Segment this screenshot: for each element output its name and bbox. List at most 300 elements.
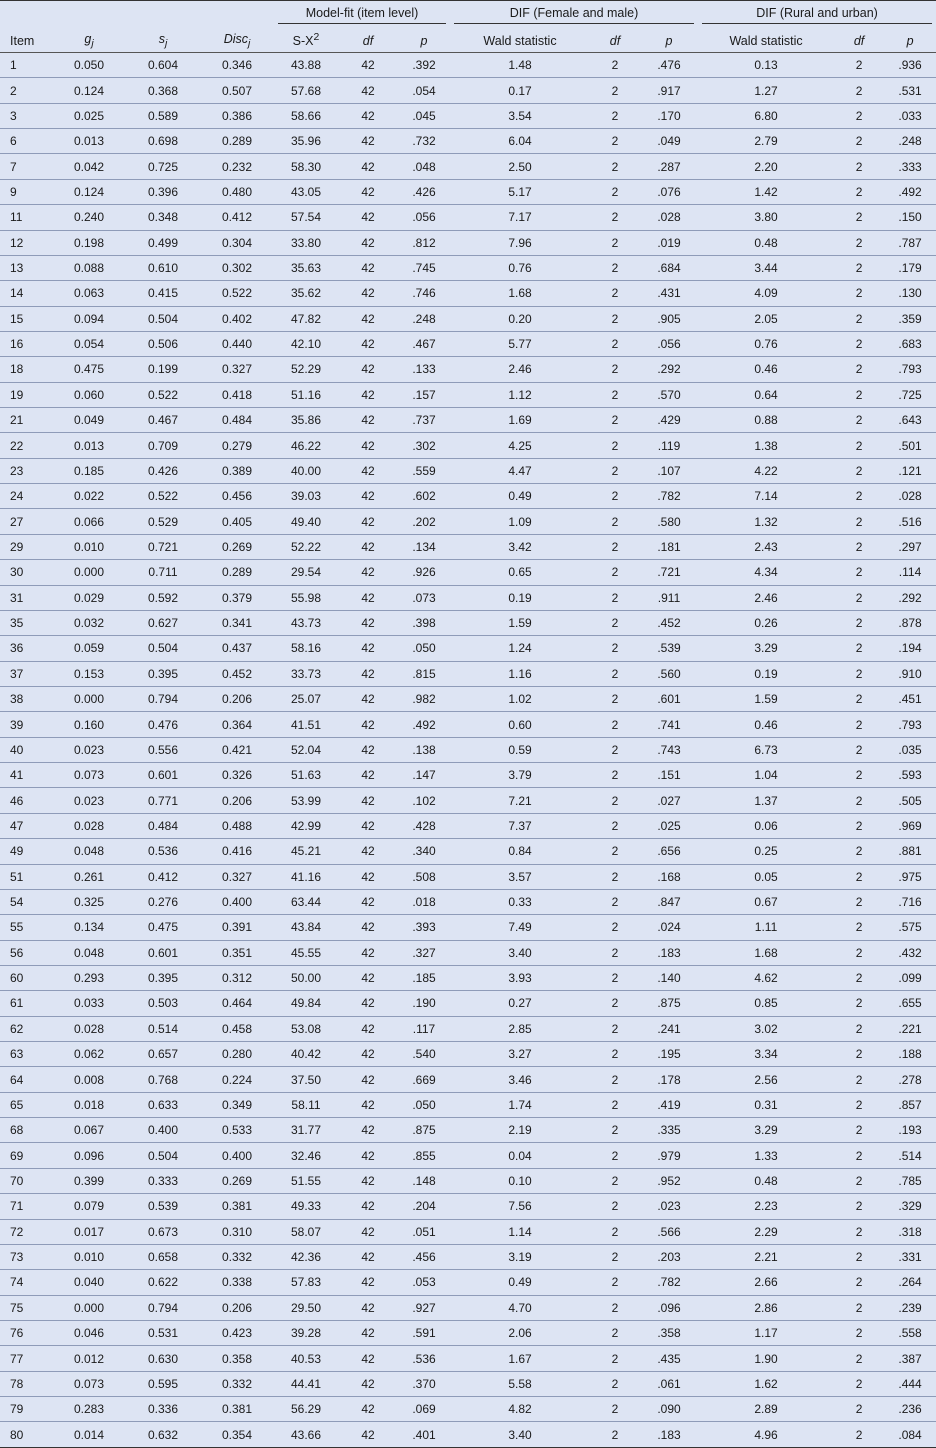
cell-wald-sex: 7.17 — [450, 205, 590, 230]
cell-df-modelfit: 42 — [338, 1295, 398, 1320]
table-row — [0, 1067, 936, 1092]
cell-df-area: 2 — [834, 737, 884, 762]
cell-df-area: 2 — [834, 1422, 884, 1447]
dif-sex-group-header: DIF (Female and male) — [450, 1, 698, 30]
cell-g: 0.046 — [52, 1320, 126, 1345]
cell-df-area: 2 — [834, 636, 884, 661]
cell-df-modelfit: 42 — [338, 281, 398, 306]
cell-df-sex: 2 — [590, 915, 640, 940]
cell-wald-area: 0.25 — [698, 839, 834, 864]
cell-p-sex: .056 — [640, 331, 698, 356]
table-row — [0, 1194, 936, 1219]
cell-wald-sex: 0.10 — [450, 1168, 590, 1193]
cell-g: 0.067 — [52, 1118, 126, 1143]
cell-item: 77 — [0, 1346, 52, 1371]
cell-p-area: .857 — [884, 1092, 936, 1117]
table-row — [0, 1244, 936, 1269]
cell-p-sex: .203 — [640, 1244, 698, 1269]
cell-df-modelfit: 42 — [338, 915, 398, 940]
cell-g: 0.000 — [52, 1295, 126, 1320]
cell-g: 0.079 — [52, 1194, 126, 1219]
cell-df-modelfit: 42 — [338, 509, 398, 534]
cell-g: 0.040 — [52, 1270, 126, 1295]
cell-item: 30 — [0, 560, 52, 585]
cell-sx2: 55.98 — [274, 585, 338, 610]
cell-p-area: .028 — [884, 484, 936, 509]
cell-p-modelfit: .018 — [398, 889, 450, 914]
cell-p-sex: .601 — [640, 686, 698, 711]
cell-disc: 0.327 — [200, 864, 274, 889]
cell-p-area: .333 — [884, 154, 936, 179]
cell-wald-area: 0.46 — [698, 357, 834, 382]
cell-p-sex: .875 — [640, 991, 698, 1016]
cell-wald-sex: 1.14 — [450, 1219, 590, 1244]
cell-g: 0.000 — [52, 560, 126, 585]
cell-s: 0.368 — [126, 78, 200, 103]
cell-df-area: 2 — [834, 889, 884, 914]
cell-p-modelfit: .050 — [398, 636, 450, 661]
cell-sx2: 58.66 — [274, 103, 338, 128]
cell-wald-sex: 1.67 — [450, 1346, 590, 1371]
cell-p-modelfit: .248 — [398, 306, 450, 331]
table-row — [0, 1320, 936, 1345]
cell-wald-sex: 1.48 — [450, 53, 590, 78]
cell-df-sex: 2 — [590, 712, 640, 737]
cell-p-area: .451 — [884, 686, 936, 711]
cell-df-sex: 2 — [590, 1067, 640, 1092]
cell-g: 0.022 — [52, 484, 126, 509]
cell-g: 0.283 — [52, 1397, 126, 1422]
cell-p-modelfit: .745 — [398, 255, 450, 280]
table-row — [0, 712, 936, 737]
cell-g: 0.017 — [52, 1219, 126, 1244]
cell-s: 0.506 — [126, 331, 200, 356]
cell-disc: 0.440 — [200, 331, 274, 356]
cell-df-area: 2 — [834, 1067, 884, 1092]
cell-p-sex: .183 — [640, 940, 698, 965]
table-row — [0, 255, 936, 280]
cell-wald-area: 2.86 — [698, 1295, 834, 1320]
cell-df-modelfit: 42 — [338, 788, 398, 813]
cell-df-area: 2 — [834, 864, 884, 889]
modelfit-group-header: Model-fit (item level) — [274, 1, 450, 30]
cell-g: 0.073 — [52, 763, 126, 788]
table-row — [0, 1042, 936, 1067]
cell-wald-area: 0.19 — [698, 661, 834, 686]
cell-p-modelfit: .190 — [398, 991, 450, 1016]
cell-g: 0.013 — [52, 433, 126, 458]
cell-df-sex: 2 — [590, 1295, 640, 1320]
table-row — [0, 737, 936, 762]
cell-p-area: .033 — [884, 103, 936, 128]
cell-sx2: 49.33 — [274, 1194, 338, 1219]
col-item: Item — [0, 29, 52, 53]
cell-wald-sex: 1.12 — [450, 382, 590, 407]
cell-wald-area: 1.38 — [698, 433, 834, 458]
table-row — [0, 1270, 936, 1295]
cell-df-area: 2 — [834, 458, 884, 483]
cell-sx2: 45.21 — [274, 839, 338, 864]
cell-df-sex: 2 — [590, 763, 640, 788]
cell-disc: 0.391 — [200, 915, 274, 940]
cell-wald-sex: 2.06 — [450, 1320, 590, 1345]
cell-df-modelfit: 42 — [338, 1320, 398, 1345]
cell-df-modelfit: 42 — [338, 737, 398, 762]
cell-wald-area: 0.05 — [698, 864, 834, 889]
cell-item: 1 — [0, 53, 52, 78]
table-row — [0, 509, 936, 534]
cell-s: 0.721 — [126, 534, 200, 559]
cell-p-sex: .195 — [640, 1042, 698, 1067]
cell-wald-area: 7.14 — [698, 484, 834, 509]
table-row — [0, 991, 936, 1016]
cell-item: 63 — [0, 1042, 52, 1067]
cell-df-modelfit: 42 — [338, 560, 398, 585]
cell-disc: 0.279 — [200, 433, 274, 458]
cell-df-sex: 2 — [590, 534, 640, 559]
cell-p-sex: .979 — [640, 1143, 698, 1168]
cell-p-modelfit: .138 — [398, 737, 450, 762]
cell-item: 74 — [0, 1270, 52, 1295]
cell-wald-area: 1.17 — [698, 1320, 834, 1345]
cell-s: 0.415 — [126, 281, 200, 306]
cell-sx2: 35.86 — [274, 408, 338, 433]
cell-wald-sex: 0.84 — [450, 839, 590, 864]
cell-g: 0.240 — [52, 205, 126, 230]
cell-wald-sex: 0.19 — [450, 585, 590, 610]
cell-p-modelfit: .117 — [398, 1016, 450, 1041]
table-row — [0, 1143, 936, 1168]
cell-df-modelfit: 42 — [338, 103, 398, 128]
cell-df-modelfit: 42 — [338, 179, 398, 204]
cell-item: 37 — [0, 661, 52, 686]
cell-df-sex: 2 — [590, 686, 640, 711]
cell-sx2: 32.46 — [274, 1143, 338, 1168]
cell-wald-area: 2.05 — [698, 306, 834, 331]
col-p-sex: p — [640, 29, 698, 53]
cell-s: 0.536 — [126, 839, 200, 864]
cell-p-modelfit: .812 — [398, 230, 450, 255]
cell-p-sex: .183 — [640, 1422, 698, 1447]
cell-item: 71 — [0, 1194, 52, 1219]
cell-item: 75 — [0, 1295, 52, 1320]
cell-sx2: 42.10 — [274, 331, 338, 356]
cell-p-area: .099 — [884, 965, 936, 990]
cell-df-area: 2 — [834, 965, 884, 990]
cell-wald-sex: 2.19 — [450, 1118, 590, 1143]
cell-sx2: 57.54 — [274, 205, 338, 230]
cell-wald-area: 1.62 — [698, 1371, 834, 1396]
cell-disc: 0.206 — [200, 1295, 274, 1320]
cell-df-sex: 2 — [590, 585, 640, 610]
cell-s: 0.595 — [126, 1371, 200, 1396]
cell-wald-sex: 1.02 — [450, 686, 590, 711]
col-sx2: $S-X^2$ — [274, 29, 338, 53]
cell-s: 0.503 — [126, 991, 200, 1016]
cell-g: 0.000 — [52, 686, 126, 711]
cell-df-modelfit: 42 — [338, 1194, 398, 1219]
cell-df-area: 2 — [834, 560, 884, 585]
cell-wald-sex: 3.42 — [450, 534, 590, 559]
cell-df-area: 2 — [834, 813, 884, 838]
cell-wald-area: 3.80 — [698, 205, 834, 230]
cell-wald-area: 6.80 — [698, 103, 834, 128]
col-p-modelfit: p — [398, 29, 450, 53]
cell-disc: 0.437 — [200, 636, 274, 661]
cell-disc: 0.402 — [200, 306, 274, 331]
cell-s: 0.630 — [126, 1346, 200, 1371]
table-row — [0, 1092, 936, 1117]
table-row — [0, 1371, 936, 1396]
cell-df-sex: 2 — [590, 940, 640, 965]
table-row — [0, 965, 936, 990]
cell-p-modelfit: .467 — [398, 331, 450, 356]
cell-disc: 0.341 — [200, 610, 274, 635]
cell-p-area: .188 — [884, 1042, 936, 1067]
cell-df-sex: 2 — [590, 458, 640, 483]
cell-p-modelfit: .327 — [398, 940, 450, 965]
cell-g: 0.018 — [52, 1092, 126, 1117]
cell-p-area: .194 — [884, 636, 936, 661]
table-row — [0, 103, 936, 128]
cell-s: 0.794 — [126, 686, 200, 711]
cell-p-sex: .435 — [640, 1346, 698, 1371]
cell-wald-sex: 7.37 — [450, 813, 590, 838]
cell-df-area: 2 — [834, 78, 884, 103]
cell-p-modelfit: .054 — [398, 78, 450, 103]
cell-df-area: 2 — [834, 509, 884, 534]
cell-wald-sex: 0.59 — [450, 737, 590, 762]
cell-s: 0.426 — [126, 458, 200, 483]
cell-wald-sex: 3.46 — [450, 1067, 590, 1092]
cell-df-sex: 2 — [590, 1397, 640, 1422]
cell-df-area: 2 — [834, 839, 884, 864]
cell-p-area: .793 — [884, 357, 936, 382]
cell-sx2: 31.77 — [274, 1118, 338, 1143]
cell-g: 0.198 — [52, 230, 126, 255]
cell-disc: 0.381 — [200, 1194, 274, 1219]
cell-p-modelfit: .398 — [398, 610, 450, 635]
cell-p-modelfit: .492 — [398, 712, 450, 737]
cell-disc: 0.302 — [200, 255, 274, 280]
table-row — [0, 1295, 936, 1320]
cell-p-modelfit: .147 — [398, 763, 450, 788]
cell-df-modelfit: 42 — [338, 1422, 398, 1447]
cell-s: 0.725 — [126, 154, 200, 179]
cell-df-modelfit: 42 — [338, 1168, 398, 1193]
cell-disc: 0.224 — [200, 1067, 274, 1092]
cell-p-sex: .847 — [640, 889, 698, 914]
cell-sx2: 49.40 — [274, 509, 338, 534]
cell-disc: 0.488 — [200, 813, 274, 838]
cell-s: 0.531 — [126, 1320, 200, 1345]
cell-df-modelfit: 42 — [338, 661, 398, 686]
cell-wald-sex: 0.27 — [450, 991, 590, 1016]
cell-disc: 0.400 — [200, 889, 274, 914]
cell-p-sex: .027 — [640, 788, 698, 813]
cell-p-modelfit: .045 — [398, 103, 450, 128]
cell-df-area: 2 — [834, 534, 884, 559]
cell-sx2: 57.83 — [274, 1270, 338, 1295]
cell-p-sex: .431 — [640, 281, 698, 306]
cell-wald-sex: 3.79 — [450, 763, 590, 788]
table-row — [0, 788, 936, 813]
cell-p-modelfit: .456 — [398, 1244, 450, 1269]
cell-disc: 0.346 — [200, 53, 274, 78]
cell-p-modelfit: .732 — [398, 129, 450, 154]
cell-item: 38 — [0, 686, 52, 711]
cell-item: 40 — [0, 737, 52, 762]
cell-sx2: 43.88 — [274, 53, 338, 78]
cell-item: 47 — [0, 813, 52, 838]
cell-wald-sex: 1.69 — [450, 408, 590, 433]
cell-p-area: .264 — [884, 1270, 936, 1295]
cell-wald-area: 3.34 — [698, 1042, 834, 1067]
table-row — [0, 484, 936, 509]
dif-area-group-header: DIF (Rural and urban) — [698, 1, 936, 30]
cell-p-sex: .181 — [640, 534, 698, 559]
cell-p-sex: .151 — [640, 763, 698, 788]
cell-p-area: .655 — [884, 991, 936, 1016]
cell-item: 24 — [0, 484, 52, 509]
cell-wald-sex: 7.49 — [450, 915, 590, 940]
cell-disc: 0.312 — [200, 965, 274, 990]
cell-wald-area: 4.34 — [698, 560, 834, 585]
table-row — [0, 1397, 936, 1422]
cell-wald-sex: 5.77 — [450, 331, 590, 356]
cell-p-modelfit: .426 — [398, 179, 450, 204]
cell-df-area: 2 — [834, 179, 884, 204]
cell-disc: 0.416 — [200, 839, 274, 864]
cell-p-area: .593 — [884, 763, 936, 788]
cell-p-area: .787 — [884, 230, 936, 255]
cell-df-modelfit: 42 — [338, 53, 398, 78]
cell-p-sex: .119 — [640, 433, 698, 458]
cell-p-sex: .684 — [640, 255, 698, 280]
cell-df-sex: 2 — [590, 610, 640, 635]
cell-sx2: 57.68 — [274, 78, 338, 103]
table-row — [0, 763, 936, 788]
cell-s: 0.395 — [126, 965, 200, 990]
cell-df-modelfit: 42 — [338, 610, 398, 635]
cell-wald-area: 1.11 — [698, 915, 834, 940]
cell-df-sex: 2 — [590, 737, 640, 762]
cell-wald-sex: 3.40 — [450, 1422, 590, 1447]
cell-disc: 0.400 — [200, 1143, 274, 1168]
cell-p-sex: .090 — [640, 1397, 698, 1422]
cell-disc: 0.280 — [200, 1042, 274, 1067]
cell-wald-area: 0.46 — [698, 712, 834, 737]
cell-df-sex: 2 — [590, 281, 640, 306]
cell-g: 0.073 — [52, 1371, 126, 1396]
cell-df-area: 2 — [834, 1042, 884, 1067]
cell-disc: 0.289 — [200, 129, 274, 154]
cell-p-modelfit: .591 — [398, 1320, 450, 1345]
cell-wald-sex: 1.68 — [450, 281, 590, 306]
cell-s: 0.336 — [126, 1397, 200, 1422]
cell-item: 76 — [0, 1320, 52, 1345]
cell-wald-area: 3.02 — [698, 1016, 834, 1041]
cell-s: 0.333 — [126, 1168, 200, 1193]
col-df-modelfit: df — [338, 29, 398, 53]
cell-df-modelfit: 42 — [338, 864, 398, 889]
table-row — [0, 686, 936, 711]
cell-wald-sex: 3.57 — [450, 864, 590, 889]
cell-disc: 0.452 — [200, 661, 274, 686]
cell-p-sex: .140 — [640, 965, 698, 990]
cell-g: 0.066 — [52, 509, 126, 534]
cell-df-area: 2 — [834, 255, 884, 280]
cell-p-modelfit: .875 — [398, 1118, 450, 1143]
cell-item: 29 — [0, 534, 52, 559]
cell-item: 21 — [0, 408, 52, 433]
cell-p-area: .239 — [884, 1295, 936, 1320]
cell-p-area: .725 — [884, 382, 936, 407]
cell-wald-sex: 0.17 — [450, 78, 590, 103]
cell-wald-sex: 4.25 — [450, 433, 590, 458]
cell-wald-area: 3.29 — [698, 636, 834, 661]
cell-wald-sex: 7.56 — [450, 1194, 590, 1219]
cell-item: 36 — [0, 636, 52, 661]
cell-item: 23 — [0, 458, 52, 483]
cell-p-sex: .335 — [640, 1118, 698, 1143]
cell-item: 7 — [0, 154, 52, 179]
cell-p-area: .716 — [884, 889, 936, 914]
cell-p-sex: .743 — [640, 737, 698, 762]
cell-df-modelfit: 42 — [338, 991, 398, 1016]
table-row — [0, 610, 936, 635]
cell-item: 15 — [0, 306, 52, 331]
cell-df-sex: 2 — [590, 1244, 640, 1269]
cell-df-modelfit: 42 — [338, 1143, 398, 1168]
cell-item: 18 — [0, 357, 52, 382]
cell-p-modelfit: .540 — [398, 1042, 450, 1067]
cell-disc: 0.310 — [200, 1219, 274, 1244]
cell-wald-sex: 5.58 — [450, 1371, 590, 1396]
cell-sx2: 46.22 — [274, 433, 338, 458]
cell-df-modelfit: 42 — [338, 154, 398, 179]
cell-item: 80 — [0, 1422, 52, 1447]
cell-wald-sex: 0.04 — [450, 1143, 590, 1168]
cell-df-area: 2 — [834, 1295, 884, 1320]
cell-df-modelfit: 42 — [338, 1092, 398, 1117]
cell-df-sex: 2 — [590, 1270, 640, 1295]
cell-df-area: 2 — [834, 382, 884, 407]
cell-item: 55 — [0, 915, 52, 940]
cell-sx2: 47.82 — [274, 306, 338, 331]
header-group-row — [0, 1, 936, 30]
cell-disc: 0.423 — [200, 1320, 274, 1345]
table-row — [0, 179, 936, 204]
cell-s: 0.592 — [126, 585, 200, 610]
cell-df-area: 2 — [834, 1118, 884, 1143]
cell-df-area: 2 — [834, 610, 884, 635]
cell-p-modelfit: .148 — [398, 1168, 450, 1193]
table-row — [0, 1346, 936, 1371]
cell-item: 68 — [0, 1118, 52, 1143]
cell-s: 0.476 — [126, 712, 200, 737]
cell-wald-sex: 1.09 — [450, 509, 590, 534]
cell-sx2: 42.36 — [274, 1244, 338, 1269]
cell-s: 0.199 — [126, 357, 200, 382]
cell-g: 0.042 — [52, 154, 126, 179]
cell-wald-sex: 3.54 — [450, 103, 590, 128]
cell-p-area: .975 — [884, 864, 936, 889]
cell-wald-area: 0.76 — [698, 331, 834, 356]
cell-df-sex: 2 — [590, 965, 640, 990]
cell-sx2: 25.07 — [274, 686, 338, 711]
cell-s: 0.514 — [126, 1016, 200, 1041]
